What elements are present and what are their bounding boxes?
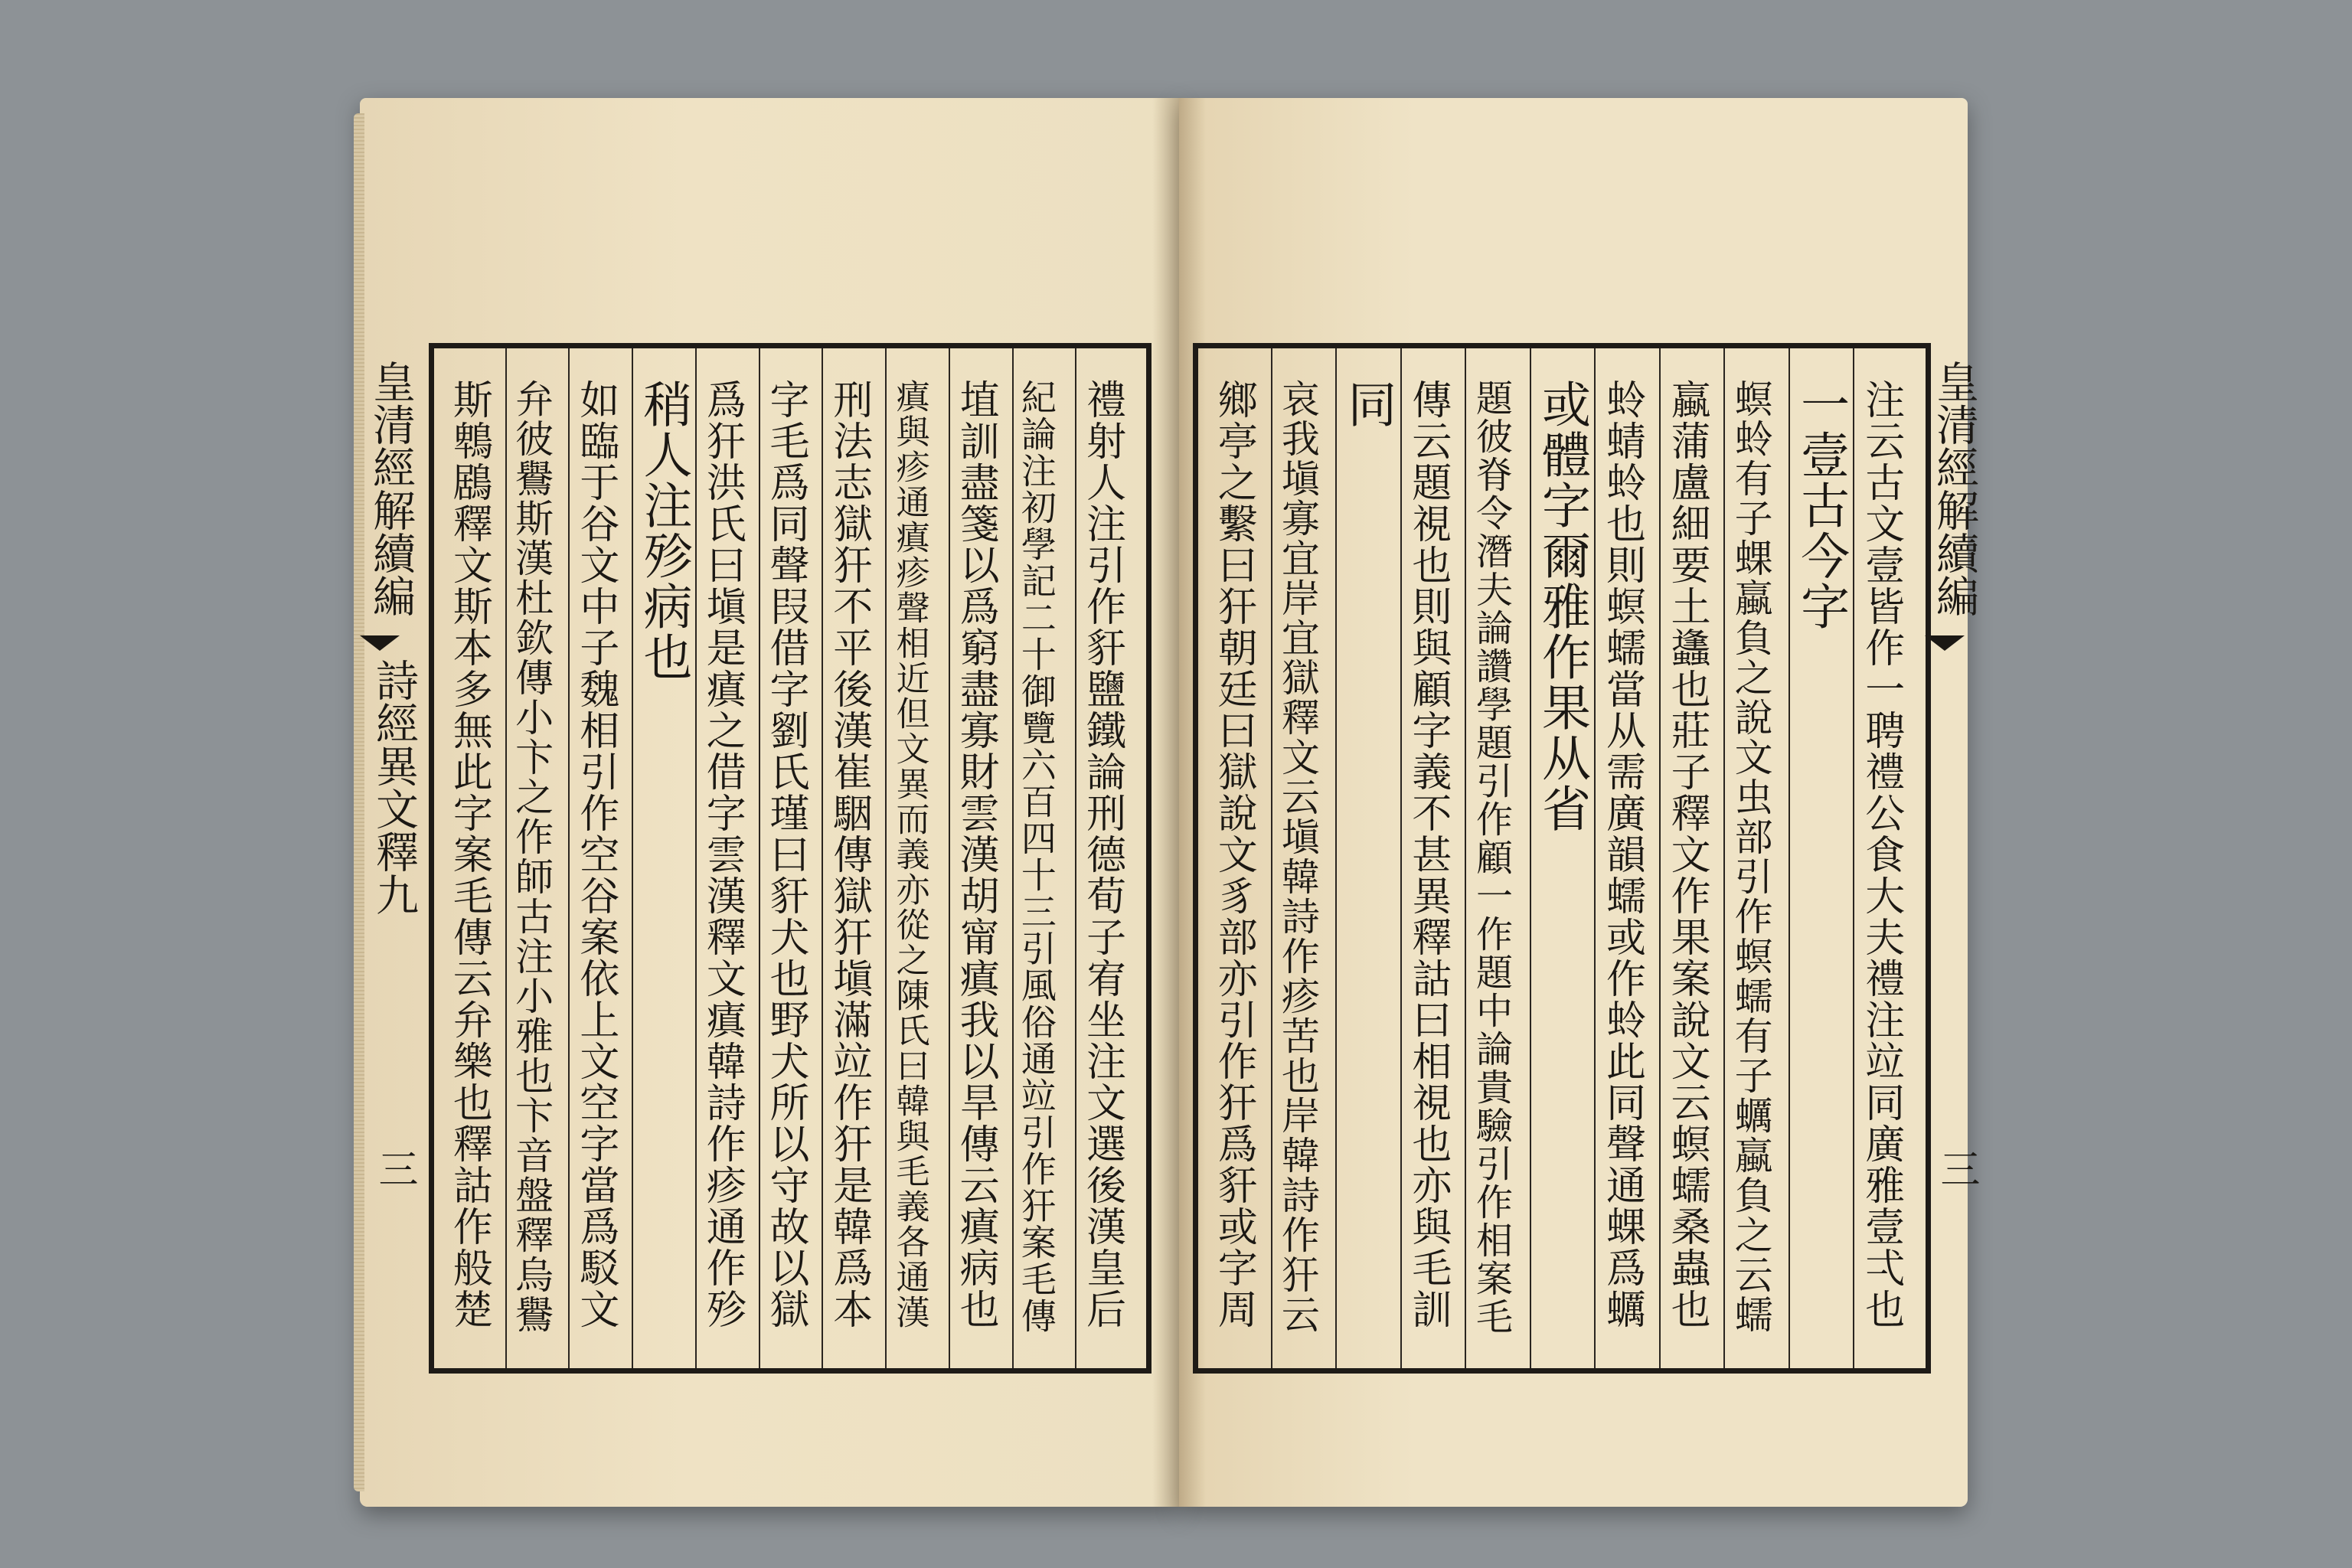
column-rule bbox=[1465, 348, 1466, 1368]
left-strip-subtitle: 詩經異文釋九 bbox=[369, 658, 419, 916]
right-folio-number: 三 bbox=[1933, 1148, 1979, 1188]
left-text-frame bbox=[429, 343, 1152, 1374]
text-column: 稍人注殄病也 bbox=[635, 379, 692, 682]
column-rule bbox=[505, 348, 507, 1368]
text-column: 如臨于谷文中子魏相引作空谷案依上文空字當爲駁文 bbox=[572, 379, 619, 1330]
text-column: 蠃蒲盧細要土蠭也莊子釋文作果案說文云螟蠕桑蟲也 bbox=[1664, 379, 1710, 1330]
text-column: 哀我塡寡宜岸宜獄釋文云塡韓詩作疹苦也岸韓詩作犴云 bbox=[1275, 379, 1320, 1334]
column-rule bbox=[568, 348, 570, 1368]
text-column: 字毛爲同聲叚借字劉氏瑾曰豻犬也野犬所以守故以獄 bbox=[763, 379, 808, 1330]
text-column: 紀論注初學記二十御覽六百四十三引風俗通竝引作犴案毛傳 bbox=[1015, 379, 1057, 1334]
column-rule bbox=[885, 348, 887, 1368]
text-column: 弁彼鸒斯漢杜欽傳小卞之作師古注小雅也卞音盤釋烏鸒 bbox=[509, 379, 554, 1334]
text-column: 傳云題視也則與顧字義不甚異釋詁曰相視也亦與毛訓 bbox=[1404, 379, 1451, 1330]
column-rule bbox=[695, 348, 697, 1368]
text-column: 禮射人注引作豻鹽鐵論刑德荀子宥坐注文選後漢皇后 bbox=[1079, 379, 1125, 1330]
text-column: 瘨與疹通瘨疹聲相近但文異而義亦從之陳氏曰韓與毛義各通漢 bbox=[890, 379, 929, 1330]
column-rule bbox=[759, 348, 760, 1368]
text-column: 蛉蜻蛉也則螟蠕當从需廣韻蠕或作蛉此同聲通蜾爲蠣 bbox=[1599, 379, 1645, 1330]
column-rule bbox=[632, 348, 633, 1368]
text-column: 螟蛉有子蜾蠃負之說文虫部引作螟蠕有子蠣蠃負之云蠕 bbox=[1728, 379, 1773, 1334]
text-column: 注云古文壹皆作一聘禮公食大夫禮注竝同廣雅壹弌也 bbox=[1857, 379, 1904, 1330]
column-rule bbox=[1335, 348, 1337, 1368]
column-rule bbox=[1075, 348, 1076, 1368]
text-column: 刑法志獄犴不平後漢崔駰傳獄犴塡滿竝作犴是韓爲本 bbox=[825, 379, 872, 1330]
column-rule bbox=[1271, 348, 1272, 1368]
column-rule bbox=[1530, 348, 1531, 1368]
column-rule bbox=[949, 348, 950, 1368]
column-rule bbox=[1853, 348, 1854, 1368]
column-rule bbox=[1012, 348, 1014, 1368]
text-column: 同 bbox=[1339, 379, 1396, 430]
text-column: 或體字爾雅作果从省 bbox=[1534, 379, 1590, 834]
text-column: 鄉亭之繫曰犴朝廷曰獄說文豸部亦引作犴爲豻或字周 bbox=[1210, 379, 1257, 1330]
left-strip-title: 皇清經解續編 bbox=[366, 360, 416, 617]
column-rule bbox=[1594, 348, 1596, 1368]
column-rule bbox=[1788, 348, 1790, 1368]
text-column: 爲犴洪氏曰塡是瘨之借字雲漢釋文瘨韓詩作疹通作殄 bbox=[699, 379, 746, 1330]
column-rule bbox=[1723, 348, 1725, 1368]
text-column: 埴訓盡箋以爲窮盡寡財雲漢胡甯瘨我以旱傳云瘨病也 bbox=[952, 379, 999, 1330]
fishtail-mark bbox=[360, 635, 400, 651]
right-text-frame bbox=[1193, 343, 1931, 1374]
text-column: 斯鵯鶋釋文斯本多無此字案毛傳云弁樂也釋詁作般楚 bbox=[446, 379, 492, 1330]
column-rule bbox=[822, 348, 823, 1368]
left-folio-number: 三 bbox=[371, 1148, 417, 1188]
column-rule bbox=[1400, 348, 1402, 1368]
text-column: 一壹古今字 bbox=[1792, 379, 1850, 632]
right-strip-title: 皇清經解續編 bbox=[1929, 360, 1979, 617]
text-column: 題彼脊令潛夫論讚學題引作顧一作題中論貴驗引作相案毛 bbox=[1469, 379, 1513, 1336]
column-rule bbox=[1659, 348, 1661, 1368]
